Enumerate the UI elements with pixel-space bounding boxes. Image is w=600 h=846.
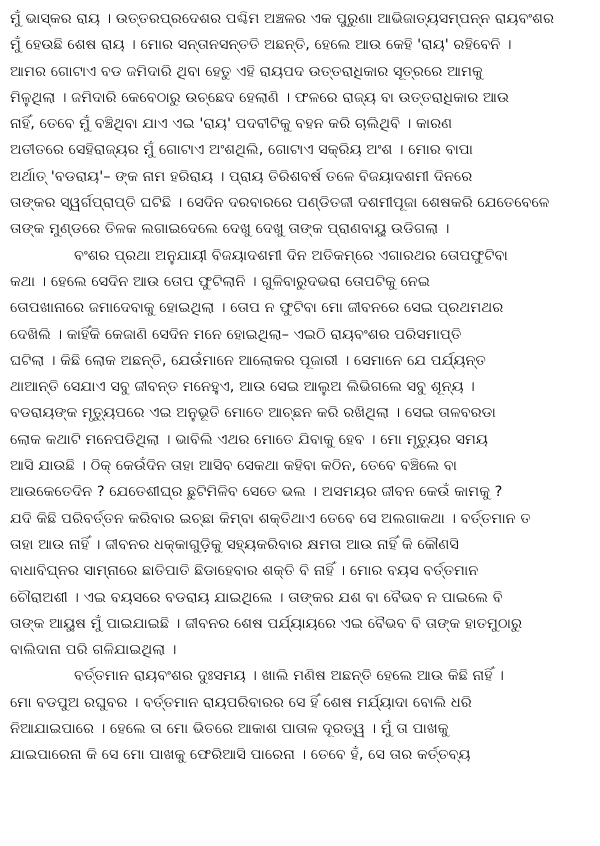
text-line: ଅତୀତରେ ସେହିରାଜ୍ୟର ମୁଁ ଗୋଟାଏ ଅଂଶଥିଲି, ଗୋଟାଏ ସକ୍ରିୟ ଅଂଶ । ମୋର ବାପା (10, 141, 474, 159)
text-line: ଯଦି କିଛି ପରିବର୍ତ୍ତନ କରିବାର ଇଚ୍ଛା କିମ୍ବା ଶକ୍ତିଥାଏ ତେବେ ସେ ଅଲଗାକଥା । ବର୍ତ୍ତମାନ ତ (10, 509, 531, 527)
text-line: ଅର୍ଥାତ୍ 'ବଡରାୟ'– ଙ୍କ ନାମ ହରିରାୟ । ପ୍ରାୟ ତିରିଶବର୍ଷ ତଳେ ବିଜୟାଦଶମୀ ଦିନରେ (10, 167, 473, 185)
text-line: ମୁଁ ଭାସ୍କର ରାୟ । ଉତ୍ତରପ୍ରଦେଶର ପଶ୍ଚିମ ଅଞ୍ଚଳର ଏକ ପୁରୁଣା ଆଭିଜାତ୍ୟସମ୍ପନ୍ନ ରାୟବଂଶର (10, 10, 555, 27)
text-line: କଥା । ହେଲେ ସେଦିନ ଆଉ ତୋପ ଫୁଟିଲାନି । ଗୁଳିବାରୁଦଭରା ତୋପଟିକୁ ନେଇ (10, 272, 431, 290)
text-line: ମୁଁ ହେଉଛି ଶେଷ ରାୟ । ମୋର ସନ୍ତାନସନ୍ତତି ଅଛନ୍ତି, ହେଲେ ଆଉ କେହି 'ରାୟ' ରହିବେନି । (10, 36, 512, 54)
text-line: ନାହିଁ, ତେବେ ମୁଁ ବଞ୍ଚିଥିବା ଯାଏ ଏଇ 'ରାୟ' ପଦବୀଟିକୁ ବହନ କରି ଚାଲିଥିବି । କାରଣ (10, 115, 453, 133)
text-line: ମିଳୁଥିଲା । ଜମିଦାରି କେବେଠାରୁ ଉଚ୍ଛେଦ ହେଲାଣି । ଫଳରେ ରାଜ୍ୟ ବା ଉତ୍ତରାଧିକାର ଆଉ (10, 88, 510, 106)
text-line: ତାହା ଆଉ ନାହିଁ । ଜୀବନର ଧକ୍କାଗୁଡ଼ିକୁ ସହ୍ୟକରିବାର କ୍ଷମତା ଆଉ ନାହିଁ କି କୌଣସି (10, 535, 459, 553)
paragraph-3 (10, 663, 590, 768)
text-line: ବର୍ତ୍ତମାନ ରାୟବଂଶର ଦୁଃସମୟ । ଖାଲି ମଣିଷ ଅଛନ୍ତି ହେଲେ ଆଉ କିଛି ନାହିଁ । (74, 667, 504, 685)
text-line: ଲୋକ କଥାଟି ମନେପଡିଥିଲା । ଭାବିଲି ଏଥର ମୋତେ ଯିବାକୁ ହେବ । ମୋ ମୃତ୍ୟୁର ସମୟ (10, 430, 488, 448)
text-line: ଆସି ଯାଉଛି । ଠିକ୍ କେଉଁଦିନ ତାହା ଆସିବ ସେକଥା କହିବା କଠିନ, ତେବେ ବଞ୍ଚିଲେ ବା (10, 457, 457, 475)
text-line: ବାଧାବିଘ୍ନର ସାମ୍ନାରେ ଛାତିପାତି ଛିଡାହେବାର ଶକ୍ତି ବି ନାହିଁ । ମୋର ବୟସ ବର୍ତ୍ତମାନ (10, 562, 479, 580)
text-line: ଚୌରାଅଶୀ । ଏଇ ବୟସରେ ବଡରାୟ ଯାଇଥିଲେ । ତାଙ୍କର ଯଶ ବା ବୈଭବ ନ ପାଇଲେ ବି (10, 588, 503, 606)
text-line: ଆଉକେତେଦିନ ? ଯେତେଶୀଘ୍ର ଛୁଟିମିଳିବ ସେତେ ଭଲ । ଅସମୟର ଜୀବନ କେଉଁ କାମକୁ ? (10, 483, 503, 501)
document-body (10, 6, 590, 769)
text-line: ବଡରାୟଙ୍କ ମୃତ୍ୟୁପରେ ଏଇ ଅନୁଭୂତି ମୋତେ ଆଚ୍ଛନ କରି ରଖିଥିଲା । ସେଇ ତାଳବରଡା (10, 404, 496, 422)
text-line: ବଂଶର ପ୍ରଥା ଅନୁଯାୟୀ ବିଜୟାଦଶମୀ ଦିନ ଅତିକମ୍‌ରେ ଏଗାରଥର ତୋପଫୁଟିବା (74, 246, 508, 264)
text-line: ଆମର ଗୋଟାଏ ବଡ ଜମିଦାରି ଥିବା ହେତୁ ଏହି ରାୟପଦ ଉତ୍ତରାଧିକାର ସୂତ୍ରରେ ଆମକୁ (10, 62, 483, 80)
text-line: ବାଲିଦାନା ପରି ଗଳିଯାଇଥିଲା । (10, 641, 177, 659)
text-line: ନିଆଯାଇପାରେ । ହେଲେ ତା ମୋ ଭିତରେ ଆକାଶ ପାତାଳ ଦୂରତ୍ୱ । ମୁଁ ତା ପାଖକୁ (10, 720, 449, 738)
text-line: ଥାଆନ୍ତି ସେଯାଏ ସବୁ ଜୀବନ୍ତ ମନେହୁଏ, ଆଉ ସେଇ ଆଲୁଅ ଲିଭିଗଲେ ସବୁ ଶୂନ୍ୟ । (10, 378, 475, 396)
paragraph-2 (10, 243, 590, 664)
text-line: ମୋ ବଡପୁଅ ରଘୁବର । ବର୍ତ୍ତମାନ ରାୟପରିବାରର ସେ ହିଁ ଶେଷ ମର୍ଯ୍ୟାଦା ବୋଲି ଧରି (10, 693, 472, 711)
text-line: ଘଟିଲା । କିଛି ଲୋକ ଅଛନ୍ତି, ଯେଉଁମାନେ ଆଲୋକର ପୂଜାରୀ । ସେମାନେ ଯେ ପର୍ଯ୍ୟନ୍ତ (10, 351, 486, 369)
text-line: ତୋପଖାନାରେ ଜମାଦେବାକୁ ହୋଇଥିଲା । ତୋପ ନ ଫୁଟିବା ମୋ ଜୀବନରେ ସେଇ ପ୍ରଥମଥର (10, 299, 504, 317)
text-line: ଯାଇପାରେନା କି ସେ ମୋ ପାଖକୁ ଫେରିଆସି ପାରେନା । ତେବେ ହଁ, ସେ ତାର କର୍ତ୍ତବ୍ୟ (10, 746, 471, 764)
text-line: ତାଙ୍କ ମୁଣ୍ଡରେ ତିଳକ ଲଗାଇଦେଲେ ଦେଖୁ ଦେଖୁ ତାଙ୍କ ପ୍ରାଣବାୟୁ ଉଡିଗଲା । (10, 220, 450, 238)
text-line: ଦେଖିଲି । କାହିଁକି କେଜାଣି ସେଦିନ ମନେ ହୋଇଥିଲା– ଏଇଠି ରାୟବଂଶର ପରିସମାପ୍ତି (10, 325, 462, 343)
text-line: ତାଙ୍କ ଆୟୁଷ ମୁଁ ପାଇଯାଇଛି । ଜୀବନର ଶେଷ ପର୍ଯ୍ୟାୟରେ ଏଇ ବୈଭବ ବି ତାଙ୍କ ହାତମୁଠାରୁ (10, 614, 523, 632)
text-line: ତାଙ୍କର ସ୍ୱର୍ଗପ୍ରାପ୍ତି ଘଟିଛି । ସେଦିନ ଦରବାରରେ ପଣ୍ଡିତଜୀ ଦଶମୀପୂଜା ଶେଷକରି ଯେତେବେଳେ (10, 194, 550, 212)
paragraph-1 (10, 6, 590, 243)
